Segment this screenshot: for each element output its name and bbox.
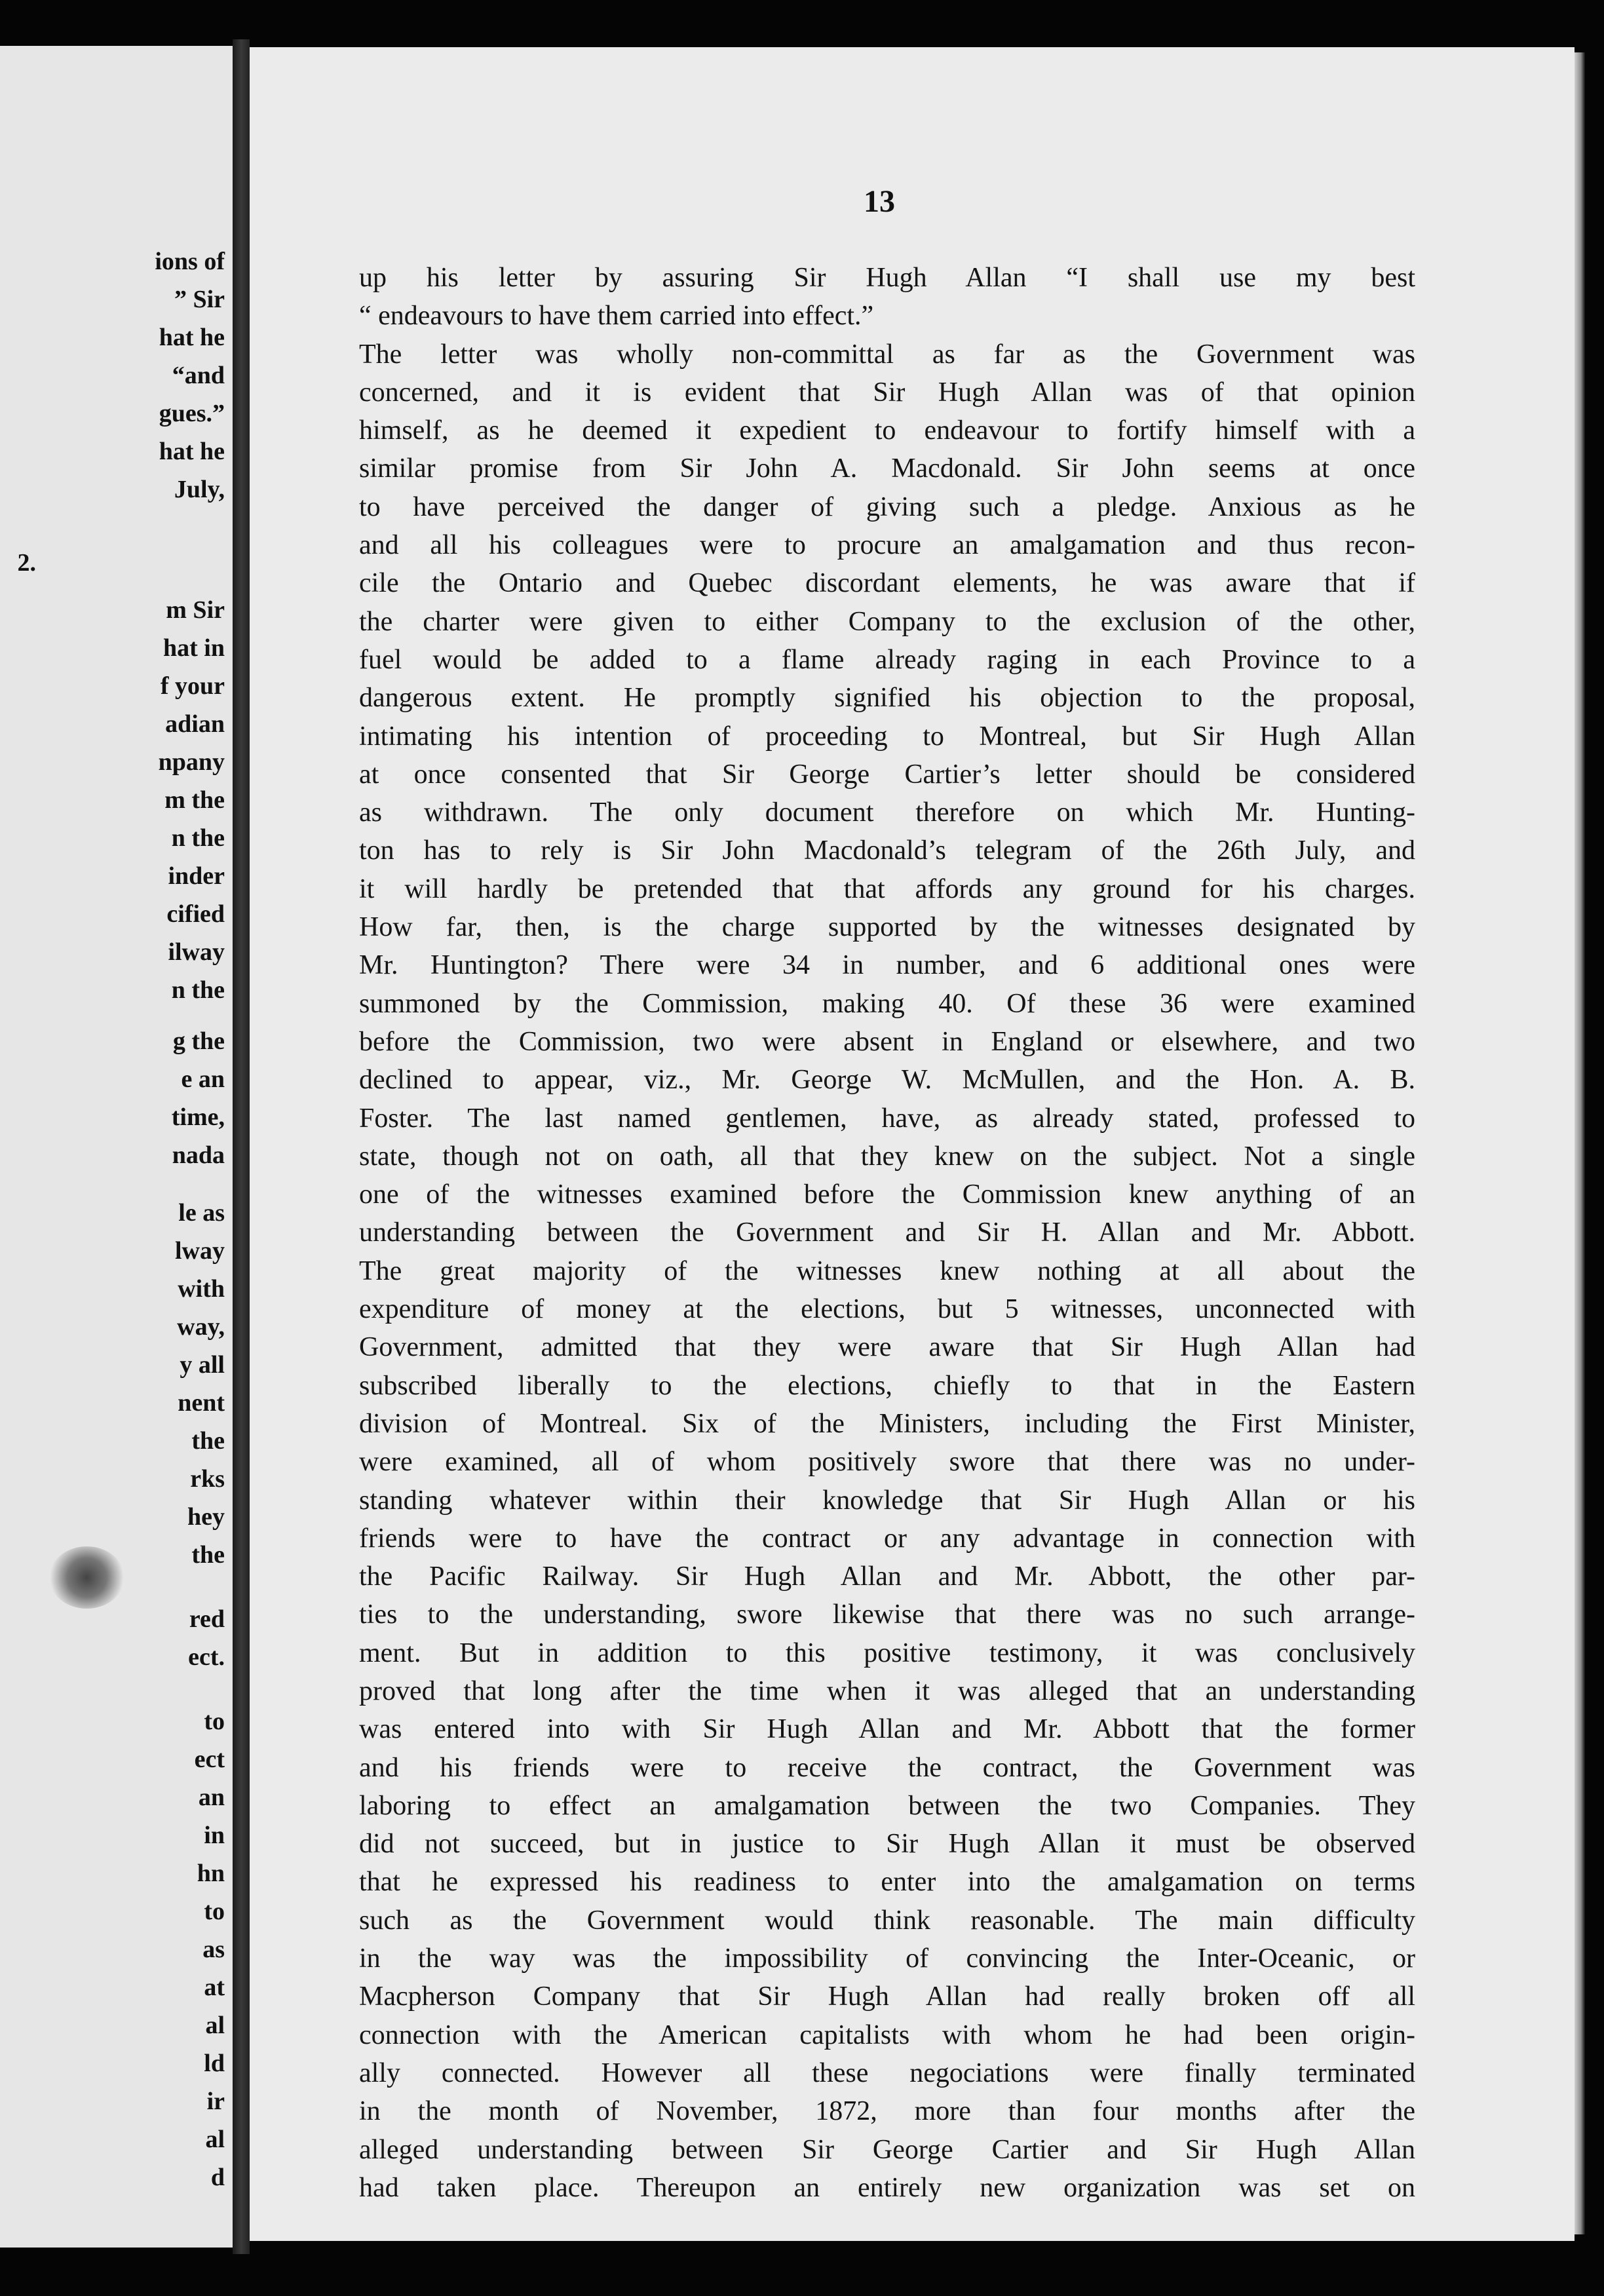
text-line: laboring to effect an amalgamation between the two Companies. They <box>359 1790 1415 1821</box>
text-line: cile the Ontario and Quebec discordant elements, he was aware that if <box>359 568 1415 599</box>
left-fragment-line: e an <box>181 1065 225 1093</box>
text-line: dangerous extent. He promptly signified his objection to the proposal, <box>359 683 1415 714</box>
left-fragment-line: y all <box>180 1351 225 1379</box>
left-fragment-line: at <box>204 1974 225 2001</box>
text-line: “ endeavours to have them carried into effect.” <box>359 301 874 332</box>
left-fragment-line: al <box>205 2012 225 2039</box>
left-fragment-line: n the <box>171 824 225 852</box>
text-line: up his letter by assuring Sir Hugh Allan “I shall use my best <box>359 263 1415 293</box>
text-line: subscribed liberally to the elections, chiefly to that in the Eastern <box>359 1370 1415 1401</box>
book-gutter <box>233 39 250 2254</box>
left-fragment-line: way, <box>177 1313 225 1341</box>
left-fragment-line: ld <box>204 2050 225 2077</box>
text-line: ton has to rely is Sir John Macdonald’s telegram of the 26th July, and <box>359 835 1415 866</box>
left-fragment-line: nada <box>172 1141 225 1169</box>
text-line: and his friends were to receive the contract, the Government was <box>359 1752 1415 1783</box>
left-fragment-line: the <box>191 1427 225 1455</box>
left-fragment-line: hn <box>197 1860 225 1887</box>
text-line: ties to the understanding, swore likewise that there was no such arrange- <box>359 1599 1415 1630</box>
left-fragment-line: n the <box>171 976 225 1004</box>
text-line: and all his colleagues were to procure an amalgamation and thus recon- <box>359 530 1415 561</box>
text-line: Government, admitted that they were aware that Sir Hugh Allan had <box>359 1332 1415 1363</box>
left-fragment-line: 2. <box>17 549 36 577</box>
text-line: did not succeed, but in justice to Sir Hugh Allan it must be observed <box>359 1829 1415 1860</box>
text-line: at once consented that Sir George Cartier’s letter should be considered <box>359 759 1415 790</box>
left-fragment-line: hat in <box>163 634 225 662</box>
left-fragment-line: time, <box>171 1103 225 1131</box>
text-line: declined to appear, viz., Mr. George W. McMullen, and the Hon. A. B. <box>359 1065 1415 1096</box>
left-fragment-line: adian <box>165 710 225 738</box>
text-line: had taken place. Thereupon an entirely new organization was set on <box>359 2172 1415 2203</box>
left-fragment-line: rks <box>190 1465 225 1493</box>
text-line: alleged understanding between Sir George Cartier and Sir Hugh Allan <box>359 2134 1415 2165</box>
text-line: Macpherson Company that Sir Hugh Allan had really broken off all <box>359 1981 1415 2012</box>
left-fragment-line: red <box>189 1605 225 1633</box>
text-line: as withdrawn. The only document therefore on which Mr. Hunting- <box>359 797 1415 828</box>
left-fragment-line: with <box>178 1275 225 1303</box>
text-line: Foster. The last named gentlemen, have, as already stated, professed to <box>359 1103 1415 1134</box>
text-line: Mr. Huntington? There were 34 in number, and 6 additional ones were <box>359 950 1415 981</box>
left-fragment-line: ilway <box>168 938 225 966</box>
left-page-fragment <box>0 46 233 2248</box>
left-fragment-line: the <box>191 1541 225 1569</box>
left-fragment-line: ect <box>194 1746 225 1773</box>
left-fragment-line: npany <box>158 748 225 776</box>
left-fragment-line: ions of <box>155 248 225 275</box>
text-line: proved that long after the time when it was alleged that an understanding <box>359 1675 1415 1706</box>
left-fragment-line: hat he <box>159 438 225 465</box>
text-line: standing whatever within their knowledge that Sir Hugh Allan or his <box>359 1485 1415 1516</box>
text-line: connection with the American capitalists with whom he had been origin- <box>359 2019 1415 2050</box>
left-fragment-line: as <box>202 1936 225 1963</box>
text-line: state, though not on oath, all that they knew on the subject. Not a single <box>359 1141 1415 1172</box>
text-line: intimating his intention of proceeding to Montreal, but Sir Hugh Allan <box>359 721 1415 752</box>
left-fragment-line: “and <box>172 362 225 389</box>
left-fragment-line: ir <box>206 2088 225 2115</box>
text-line: the charter were given to either Company to the exclusion of the other, <box>359 606 1415 637</box>
left-fragment-line: hey <box>187 1503 225 1531</box>
text-line: himself, as he deemed it expedient to endeavour to fortify himself with a <box>359 415 1415 446</box>
left-fragment-line: nent <box>178 1389 225 1417</box>
text-line: expenditure of money at the elections, but 5 witnesses, unconnected with <box>359 1294 1415 1325</box>
left-fragment-line: an <box>198 1784 225 1811</box>
text-line: similar promise from Sir John A. Macdonald. Sir John seems at once <box>359 453 1415 484</box>
left-fragment-line: gues.” <box>159 400 225 427</box>
left-fragment-line: le as <box>178 1199 225 1227</box>
left-fragment-line: inder <box>168 862 225 890</box>
left-fragment-line: m Sir <box>166 596 225 624</box>
left-fragment-line: in <box>204 1822 225 1849</box>
page-number: 13 <box>864 184 895 219</box>
text-line: the Pacific Railway. Sir Hugh Allan and Mr. Abbott, the other par- <box>359 1561 1415 1592</box>
text-line: division of Montreal. Six of the Ministers, including the First Minister, <box>359 1408 1415 1439</box>
left-fragment-line: g the <box>172 1027 225 1055</box>
text-line: friends were to have the contract or any advantage in connection with <box>359 1523 1415 1554</box>
text-line: were examined, all of whom positively swore that there was no under- <box>359 1447 1415 1478</box>
body-text <box>359 259 1415 2207</box>
ink-smudge <box>49 1546 124 1609</box>
left-fragment-line: ” Sir <box>174 286 225 313</box>
left-fragment-line: m the <box>164 786 225 814</box>
left-fragment-line: f your <box>160 672 225 700</box>
left-fragment-line: hat he <box>159 324 225 351</box>
text-line: one of the witnesses examined before the Commission knew anything of an <box>359 1179 1415 1210</box>
text-line: that he expressed his readiness to enter into the amalgamation on terms <box>359 1867 1415 1898</box>
text-line: in the way was the impossibility of convincing the Inter-Oceanic, or <box>359 1943 1415 1974</box>
text-line: before the Commission, two were absent in England or elsewhere, and two <box>359 1026 1415 1057</box>
text-line: The great majority of the witnesses knew nothing at all about the <box>359 1255 1415 1286</box>
page-edge <box>1575 52 1585 2234</box>
text-line: concerned, and it is evident that Sir Hugh Allan was of that opinion <box>359 377 1415 408</box>
left-fragment-line: ect. <box>188 1643 225 1671</box>
left-fragment-line: to <box>204 1708 225 1735</box>
text-line: fuel would be added to a flame already raging in each Province to a <box>359 644 1415 675</box>
text-line: in the month of November, 1872, more than four months after the <box>359 2096 1415 2127</box>
text-line: understanding between the Government and Sir H. Allan and Mr. Abbott. <box>359 1217 1415 1248</box>
text-line: summoned by the Commission, making 40. Of these 36 were examined <box>359 988 1415 1019</box>
text-line: How far, then, is the charge supported by the witnesses designated by <box>359 912 1415 943</box>
text-line: to have perceived the danger of giving such a pledge. Anxious as he <box>359 491 1415 522</box>
text-line: such as the Government would think reasonable. The main difficulty <box>359 1905 1415 1936</box>
text-line: it will hardly be pretended that that affords any ground for his charges. <box>359 873 1415 904</box>
left-fragment-line: d <box>210 2164 225 2191</box>
text-line: The letter was wholly non-committal as far as the Government was <box>359 339 1415 370</box>
left-fragment-line: cified <box>166 900 225 928</box>
left-fragment-line: al <box>205 2126 225 2153</box>
text-line: was entered into with Sir Hugh Allan and Mr. Abbott that the former <box>359 1714 1415 1745</box>
text-line: ally connected. However all these negociations were finally terminated <box>359 2057 1415 2088</box>
text-line: ment. But in addition to this positive testimony, it was conclusively <box>359 1637 1415 1668</box>
left-fragment-line: July, <box>174 476 225 503</box>
left-fragment-line: to <box>204 1898 225 1925</box>
left-fragment-line: lway <box>175 1237 225 1265</box>
